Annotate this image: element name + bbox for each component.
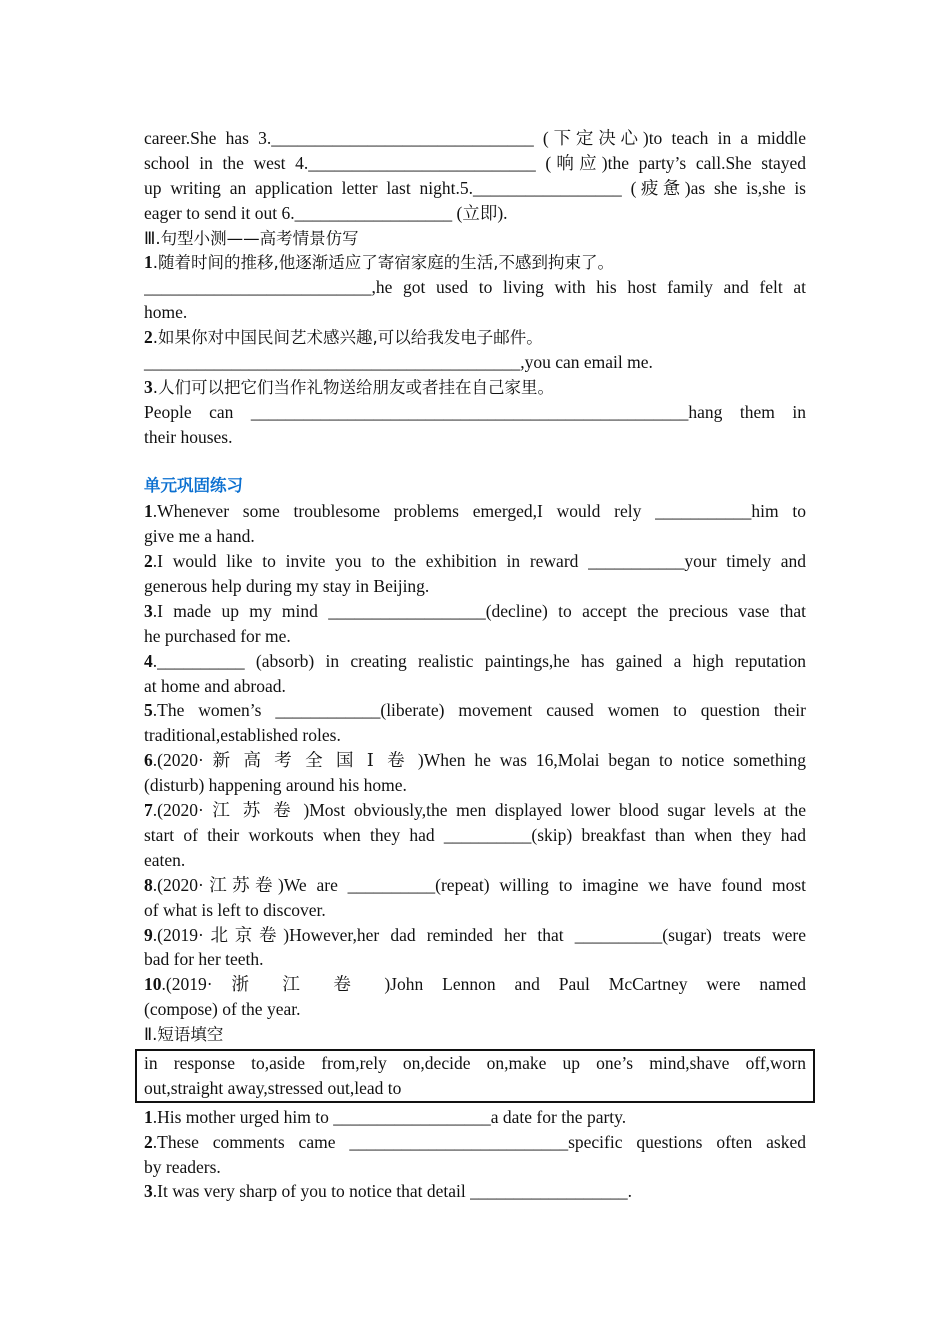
text-line [144, 574, 806, 599]
question-number: 8 [144, 874, 153, 895]
question-number: 2 [144, 327, 153, 348]
line-text: .(2020· 新 高 考 全 国 Ⅰ 卷 )When he was 16,Molai began to notice something [152, 750, 806, 771]
text-line [144, 126, 806, 151]
text-line [144, 997, 806, 1022]
text-line [144, 201, 806, 226]
line-text: ___________________________________________,you can email me. [144, 352, 653, 373]
line-text: bad for her teeth. [144, 949, 264, 970]
line-text: .(2020· 江 苏 卷 )Most obviously,the men displayed lower blood sugar levels at the [152, 800, 806, 821]
question-number: 4 [144, 650, 153, 671]
question-number: 1 [144, 1106, 153, 1127]
line-text: start of their workouts when they had __________(skip) breakfast than when they had [144, 824, 806, 845]
phrase-bank-line: in response to,aside from,rely on,decide on,make up one’s mind,shave off,worn [144, 1052, 806, 1073]
line-text: eaten. [144, 849, 186, 870]
text-line [144, 151, 806, 176]
line-text: .These comments came _________________________specific questions often asked [152, 1131, 806, 1152]
line-text: .The women’s ____________(liberate) movement caused women to question their [152, 700, 806, 721]
line-text: .I would like to invite you to the exhibition in reward ___________your timely and [152, 551, 806, 572]
line-text: by readers. [144, 1156, 221, 1177]
text-line [144, 375, 806, 400]
text-line [144, 549, 806, 574]
text-line [144, 898, 806, 923]
text-line [144, 499, 806, 524]
text-line [144, 425, 806, 450]
line-text: .(2019· 浙 江 卷 )John Lennon and Paul McCartney were named [161, 974, 806, 995]
line-text: .__________ (absorb) in creating realistic paintings,he has gained a high reputation [152, 650, 806, 671]
text-line [144, 674, 806, 699]
text-line [144, 176, 806, 201]
text-line [144, 923, 806, 948]
text-line [144, 798, 806, 823]
line-text: give me a hand. [144, 526, 255, 547]
line-text: traditional,established roles. [144, 725, 341, 746]
line-text: .(2019·北京卷)However,her dad reminded her that __________(sugar) treats were [152, 924, 806, 945]
text-line [144, 250, 806, 275]
line-text: school in the west 4.__________________________ (响应)the party’s call.She stayed [144, 152, 806, 173]
line-text: .人们可以把它们当作礼物送给朋友或者挂在自己家里。 [152, 377, 554, 397]
text-line [144, 723, 806, 748]
line-text: home. [144, 302, 188, 323]
question-number: 10 [144, 974, 162, 995]
line-text: Ⅲ.句型小测——高考情景仿写 [144, 228, 359, 248]
text-line [144, 350, 806, 375]
line-text: of what is left to discover. [144, 899, 326, 920]
text-line [144, 624, 806, 649]
text-line [144, 698, 806, 723]
text-line [144, 848, 806, 873]
text-line [144, 275, 806, 300]
line-text: (disturb) happening around his home. [144, 775, 407, 796]
text-line [144, 226, 806, 251]
line-text: their houses. [144, 426, 233, 447]
question-number: 6 [144, 750, 153, 771]
question-number: 3 [144, 600, 153, 621]
line-text: he purchased for me. [144, 625, 291, 646]
line-text: .Whenever some troublesome problems emerged,I would rely ___________him to [152, 501, 806, 522]
line-text: .随着时间的推移,他逐渐适应了寄宿家庭的生活,不感到拘束了。 [152, 253, 614, 273]
text-line [144, 524, 806, 549]
text-line [144, 1155, 806, 1180]
question-number: 3 [144, 376, 153, 397]
text-line [144, 599, 806, 624]
text-line [144, 1105, 806, 1130]
line-text: up writing an application letter last night.5._________________ (疲惫)as she is,she is [144, 177, 806, 198]
line-text: .(2020·江苏卷)We are __________(repeat) willing to imagine we have found most [152, 874, 806, 895]
text-line [144, 823, 806, 848]
text-line [144, 1179, 806, 1204]
text-line [144, 1022, 806, 1047]
text-line [144, 1130, 806, 1155]
question-number: 1 [144, 501, 153, 522]
line-text: (compose) of the year. [144, 999, 301, 1020]
text-line [144, 649, 806, 674]
line-text: 单元巩固练习 [144, 476, 243, 496]
question-number: 9 [144, 924, 153, 945]
spacer [144, 450, 806, 475]
text-line [144, 947, 806, 972]
question-number: 5 [144, 700, 153, 721]
line-text: __________________________,he got used to living with his host family and felt at [144, 277, 806, 298]
line-text: .His mother urged him to __________________a date for the party. [152, 1106, 627, 1127]
line-text: .如果你对中国民间艺术感兴趣,可以给我发电子邮件。 [152, 328, 543, 348]
question-number: 2 [144, 1131, 153, 1152]
question-number: 2 [144, 551, 153, 572]
text-line [144, 300, 806, 325]
line-text: eager to send it out 6.__________________ (立即). [144, 202, 508, 223]
phrase-bank-box [135, 1049, 815, 1103]
text-line [144, 400, 806, 425]
question-number: 1 [144, 252, 153, 273]
text-line [144, 972, 806, 997]
question-number: 3 [144, 1181, 153, 1202]
text-line [144, 748, 806, 773]
line-text: generous help during my stay in Beijing. [144, 576, 430, 597]
document-page [144, 126, 806, 1204]
line-text: Ⅱ.短语填空 [144, 1025, 224, 1045]
line-text: at home and abroad. [144, 675, 286, 696]
line-text: career.She has 3.______________________________ (下定决心)to teach in a middle [144, 128, 806, 148]
section-heading [144, 474, 806, 499]
phrase-bank-line: out,straight away,stressed out,lead to [144, 1077, 402, 1098]
question-number: 7 [144, 800, 153, 821]
text-line [144, 873, 806, 898]
text-line [144, 325, 806, 350]
line-text: .It was very sharp of you to notice that detail __________________. [152, 1181, 632, 1202]
text-line [144, 773, 806, 798]
line-text: .I made up my mind __________________(decline) to accept the precious vase that [152, 600, 806, 621]
line-text: People can __________________________________________________hang them in [144, 401, 806, 422]
